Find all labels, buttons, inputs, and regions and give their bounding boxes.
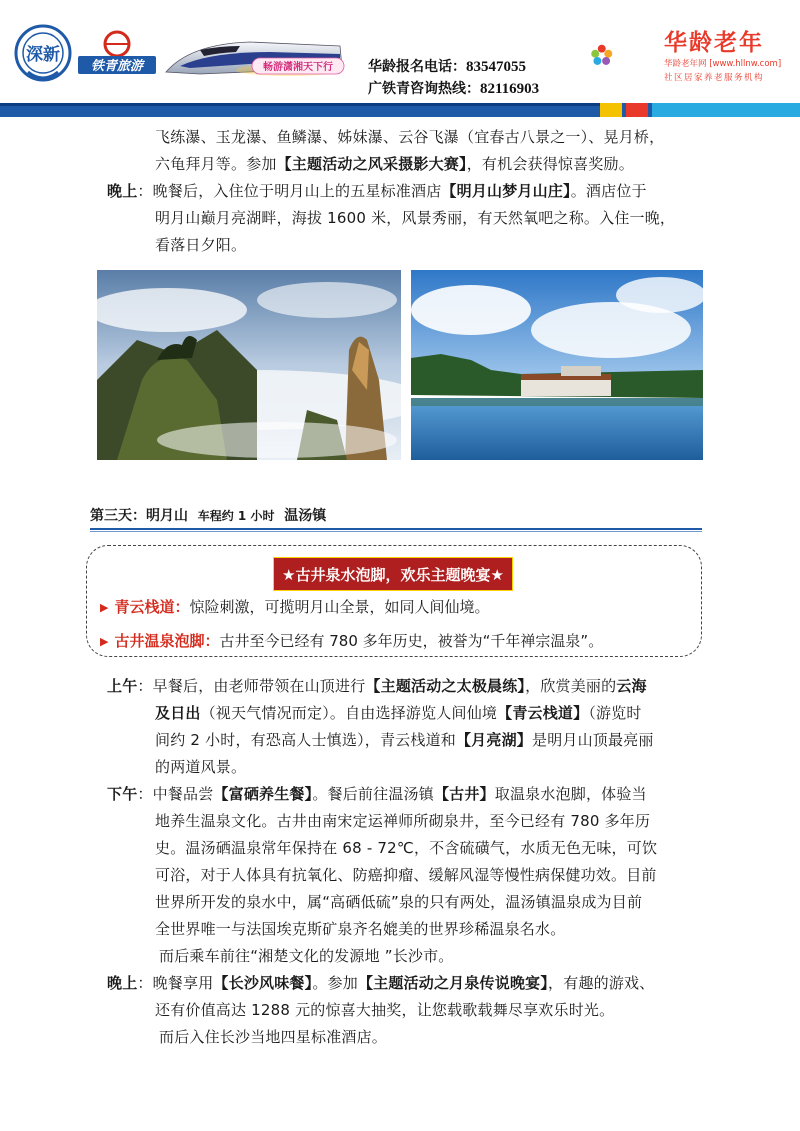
day3-afternoon-line1: 下午：中餐品尝【富硒养生餐】。餐后前往温汤镇【古井】取温泉水泡脚，体验当: [107, 785, 647, 803]
train-icon: [160, 28, 350, 86]
shenxin-logo-text: 深新: [26, 45, 60, 65]
day3-morning-line1: 上午：早餐后，由老师带领在山顶进行【主题活动之太极晨练】，欣赏美丽的云海: [107, 677, 647, 695]
highlight-item: ▶ 青云栈道：惊险刺激，可揽明月山全景，如同人间仙境。: [100, 598, 490, 616]
day3-afternoon-line4: 可浴，对于人体具有抗氧化、防癌抑瘤、缓解风湿等慢性病保健功效。目前: [155, 866, 657, 884]
morning-label: 上午: [107, 677, 138, 695]
day3-heading-rule-thin: [90, 531, 702, 532]
day3-afternoon-line2: 地养生温泉文化。古井由南宋定运禅师所砌泉井，至今已经有 780 多年历: [155, 812, 651, 830]
phone-label: 华龄报名电话：: [368, 59, 466, 75]
day3-heading-rule: [90, 528, 702, 530]
highlight-item: ▶ 古井温泉泡脚：古井至今已经有 780 多年历史，被誉为“千年禅宗温泉”。: [100, 632, 604, 650]
day2-evening-line3: 看落日夕阳。: [155, 236, 247, 254]
day2-evening-line2: 明月山巅月亮湖畔，海拔 1600 米，风景秀丽，有天然氧吧之称。入住一晚，: [155, 209, 676, 227]
page-header: [0, 0, 800, 118]
evening-label: 晚上: [107, 974, 138, 992]
brand-title: 华龄老年: [664, 30, 764, 56]
bullet-triangle-icon: ▶: [100, 635, 109, 648]
day3-heading: 第三天：明月山 车程约 1 小时 温汤镇: [90, 508, 327, 524]
day3-afternoon-line5: 世界所开发的泉水中，属“高硒低硫”泉的只有两处，温汤镇温泉成为目前: [155, 893, 643, 911]
day3-afternoon-line6: 全世界唯一与法国埃克斯矿泉齐名媲美的世界珍稀温泉名水。: [155, 920, 566, 938]
tieqing-logo-text: 铁青旅游: [90, 59, 144, 74]
lake-hotel-photo: [411, 270, 703, 460]
tieqing-logo: [78, 30, 156, 76]
phone-number: 83547055: [466, 59, 526, 75]
day3-afternoon-line7: 而后乘车前往“湘楚文化的发源地 ”长沙市。: [159, 947, 454, 965]
header-color-bar: [0, 103, 800, 117]
hualing-flower-icon: [588, 18, 664, 96]
day3-morning-line3: 间约 2 小时，有恐高人士慎选），青云栈道和【月亮湖】是明月山顶最亮丽: [155, 731, 654, 749]
train-slogan: 畅游潇湘天下行: [263, 62, 333, 73]
evening-label: 晚上: [107, 182, 138, 200]
day3-morning-line4: 的两道风景。: [155, 758, 247, 776]
hotline-label: 广铁青咨询热线：: [368, 81, 480, 97]
contact-info: [368, 56, 539, 100]
mountain-photo: [97, 270, 401, 460]
day2-line2: 六龟拜月等。参加【主题活动之风采摄影大赛】，有机会获得惊喜奖励。: [155, 155, 634, 173]
day3-evening-line1: 晚上：晚餐享用【长沙风味餐】。参加【主题活动之月泉传说晚宴】，有趣的游戏、: [107, 974, 655, 992]
afternoon-label: 下午: [107, 785, 138, 803]
day2-line1: 飞练瀑、玉龙瀑、鱼鳞瀑、姊妹瀑、云谷飞瀑（宜春古八景之一）、晃月桥，: [155, 128, 665, 146]
brand-tagline: 社区居家养老服务机构: [664, 73, 765, 83]
day3-evening-line2: 还有价值高达 1288 元的惊喜大抽奖，让您载歌载舞尽享欢乐时光。: [155, 1001, 615, 1019]
day2-evening-line1: 晚上：晚餐后，入住位于明月山上的五星标准酒店【明月山梦月山庄】。酒店位于: [107, 182, 647, 200]
highlights-banner: ★古井泉水泡脚，欢乐主题晚宴★: [273, 557, 513, 591]
day3-evening-line3: 而后入住长沙当地四星标准酒店。: [159, 1028, 388, 1046]
hotline-number: 82116903: [480, 81, 540, 97]
shenxin-logo: [12, 22, 74, 84]
brand-site: 华龄老年网 [www.hllnw.com]: [664, 59, 782, 69]
bullet-triangle-icon: ▶: [100, 601, 109, 614]
day3-morning-line2: 及日出（视天气情况而定）。自由选择游览人间仙境【青云栈道】（游览时: [155, 704, 642, 722]
day3-afternoon-line3: 史。温汤硒温泉常年保持在 68 - 72℃，不含硫磺气，水质无色无味，可饮: [155, 839, 658, 857]
